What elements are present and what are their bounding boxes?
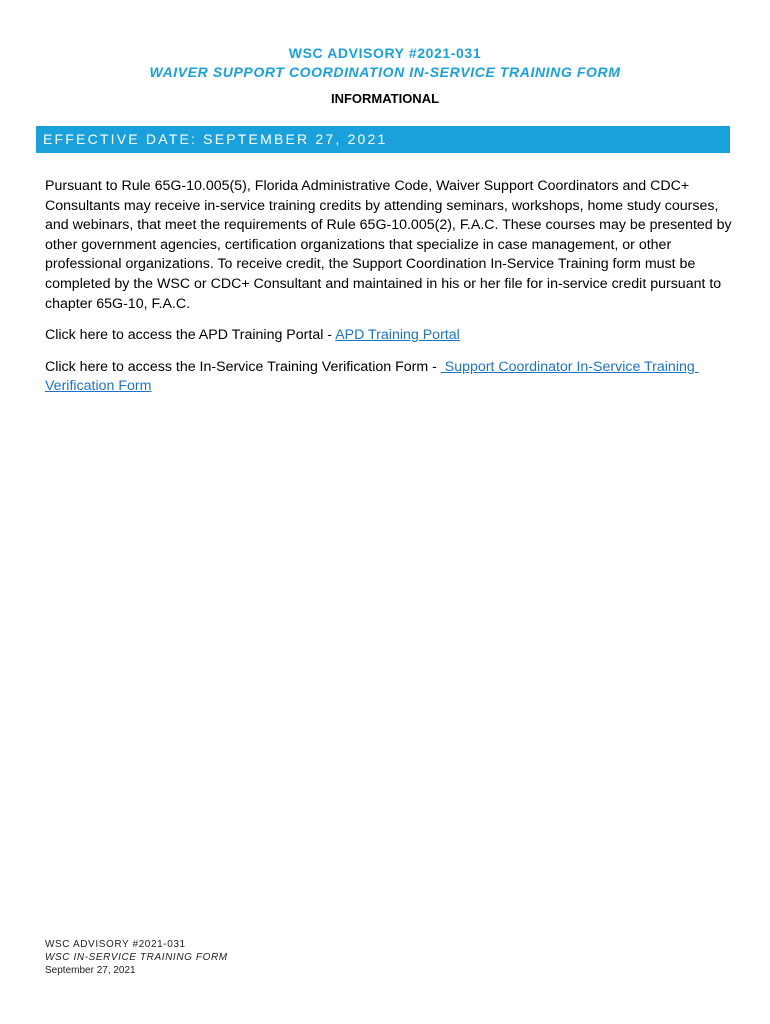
category-label: INFORMATIONAL [330, 91, 440, 106]
footer-form-title: WSC IN-SERVICE TRAINING FORM [45, 952, 228, 963]
page-footer [45, 938, 228, 977]
portal-line [45, 326, 735, 346]
portal-prefix: Click here to access the APD Training Portal - [45, 327, 336, 344]
intro-paragraph: Pursuant to Rule 65G-10.005(5), Florida Administrative Code, Waiver Support Coordinators and CDC+ Consultants may receive in-service training credits by attending seminars, workshops, home study courses, and webinars, that meet the requirements of Rule 65G-10.005(2), F.A.C. These courses may be presented by other government agencies, certification organizations that specialize in case management, or other professional organizations. To receive credit, the Support Coordination In-Service Training form must be completed by the WSC or CDC+ Consultant and maintained in his or her file for in-service credit pursuant to chapter 65G-10, F.A.C. [45, 178, 732, 312]
document-body [45, 177, 735, 409]
footer-advisory-number: WSC ADVISORY #2021-031 [45, 939, 186, 950]
form-line [45, 358, 735, 397]
effective-date-banner: EFFECTIVE DATE: SEPTEMBER 27, 2021 [36, 126, 730, 153]
verification-form-link[interactable]: Support Coordinator In-Service Training Verification Form [45, 358, 699, 395]
document-header [0, 44, 770, 108]
apd-training-portal-link[interactable]: APD Training Portal [335, 327, 460, 344]
form-prefix: Click here to access the In-Service Training Verification Form - [45, 358, 441, 375]
form-title: WAIVER SUPPORT COORDINATION IN-SERVICE TRAINING FORM [149, 64, 621, 80]
advisory-number: WSC ADVISORY #2021-031 [288, 45, 482, 61]
footer-date: September 27, 2021 [45, 965, 136, 976]
